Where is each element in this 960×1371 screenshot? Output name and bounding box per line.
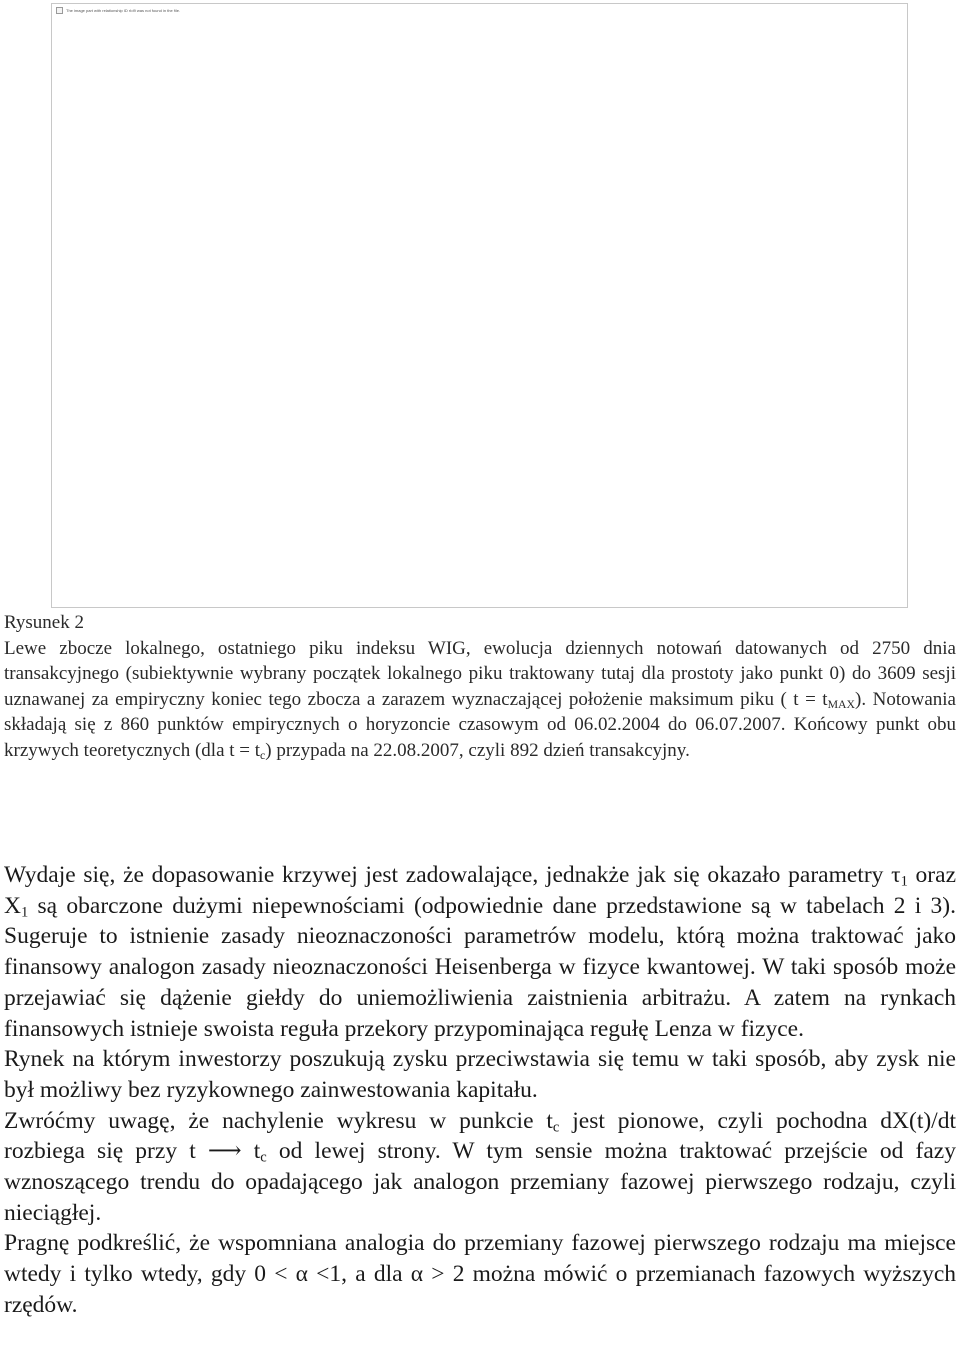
paragraph-text-part: są obarczone dużymi niepewnościami (odpowiednie dane przedstawione są w tabelach 2 i 3). Sugeruje to istnienie zasady nieoznaczoności parametrów modelu, którą można traktować jako finansowy analogon zasady nieoznaczoności Heisenberga w fizyce kwantowej. W taki sposób może przejawiać się dążenie giełdy do uniemożliwienia zaistnienia arbitrażu. A zatem na rynkach finansowych istnieje swoista reguła przekory przypominająca regułę Lenza w fizyce. <box>4 892 956 1042</box>
paragraph-text-part: od lewej strony. W tym sensie można traktować przejście od fazy wznoszącego trendu do opadającego jak analogon przemiany fazowej pierwszego rodzaju, czyli nieciągłej. <box>4 1138 956 1226</box>
paragraph-text-part: Wydaje się, że dopasowanie krzywej jest zadowalające, jednakże jak się okazało parametry τ <box>4 862 901 888</box>
figure-placeholder <box>51 3 908 608</box>
caption-text-part: Lewe zbocze lokalnego, ostatniego piku indeksu WIG, ewolucja dziennych notowań datowanych od 2750 dnia transakcyjnego (subiektywnie wybrany początek lokalnego piku traktowany tutaj dla prostoty jako punkt 0) do 3609 sesji uznawanej za empiryczny koniec tego zbocza a zarazem wyznaczającej położenie maksimum piku ( t = t <box>4 637 956 710</box>
caption-text <box>4 636 956 764</box>
paragraph-text-part: Zwróćmy uwagę, że nachylenie wykresu w punkcie t <box>4 1107 553 1134</box>
subscript-c: c <box>552 1119 560 1136</box>
caption-subscript-c: c <box>260 748 266 762</box>
broken-image-text: The image part with relationship ID rId9 was not found in the file. <box>66 8 181 13</box>
paragraph-market-profit: Rynek na którym inwestorzy poszukują zysku przeciwstawia się temu w taki sposób, aby zysk nie był możliwy bez ryzykownego zainwestowania kapitału. <box>4 1046 956 1103</box>
paragraph-text-part: jest pionowe, czyli pochodna dX(t)/dt rozbiega się przy t ⟶ t <box>4 1107 956 1165</box>
paragraph-phase-transition <box>4 1106 956 1229</box>
paragraph-text-part: oraz X <box>4 862 956 919</box>
subscript-x: 1 <box>20 904 29 921</box>
subscript-tau: 1 <box>900 873 908 890</box>
caption-text-part: ) przypada na 22.08.2007, czyli 892 dzień transakcyjny. <box>265 739 690 761</box>
paragraph-fit-uncertainty <box>4 860 956 1044</box>
broken-image-notice <box>56 7 180 14</box>
caption-text-part: ). Notowania składają się z 860 punktów empirycznych o horyzoncie czasowym od 06.02.2004 do 06.07.2007. Końcowy punkt obu krzywych teoretycznych (dla t = t <box>4 688 956 761</box>
caption-label: Rysunek 2 <box>4 612 84 633</box>
caption-subscript-max: MAX <box>827 697 856 711</box>
subscript-c: c <box>260 1149 267 1166</box>
broken-image-icon <box>56 7 63 14</box>
body-text <box>4 860 956 1321</box>
figure-caption <box>4 610 956 763</box>
paragraph-analogy-note: Pragnę podkreślić, że wspomniana analogia do przemiany fazowej pierwszego rodzaju ma miejsce wtedy i tylko wtedy, gdy 0 < α <1, a dla α > 2 można mówić o przemianach fazowych wyższych rzędów. <box>4 1230 956 1318</box>
